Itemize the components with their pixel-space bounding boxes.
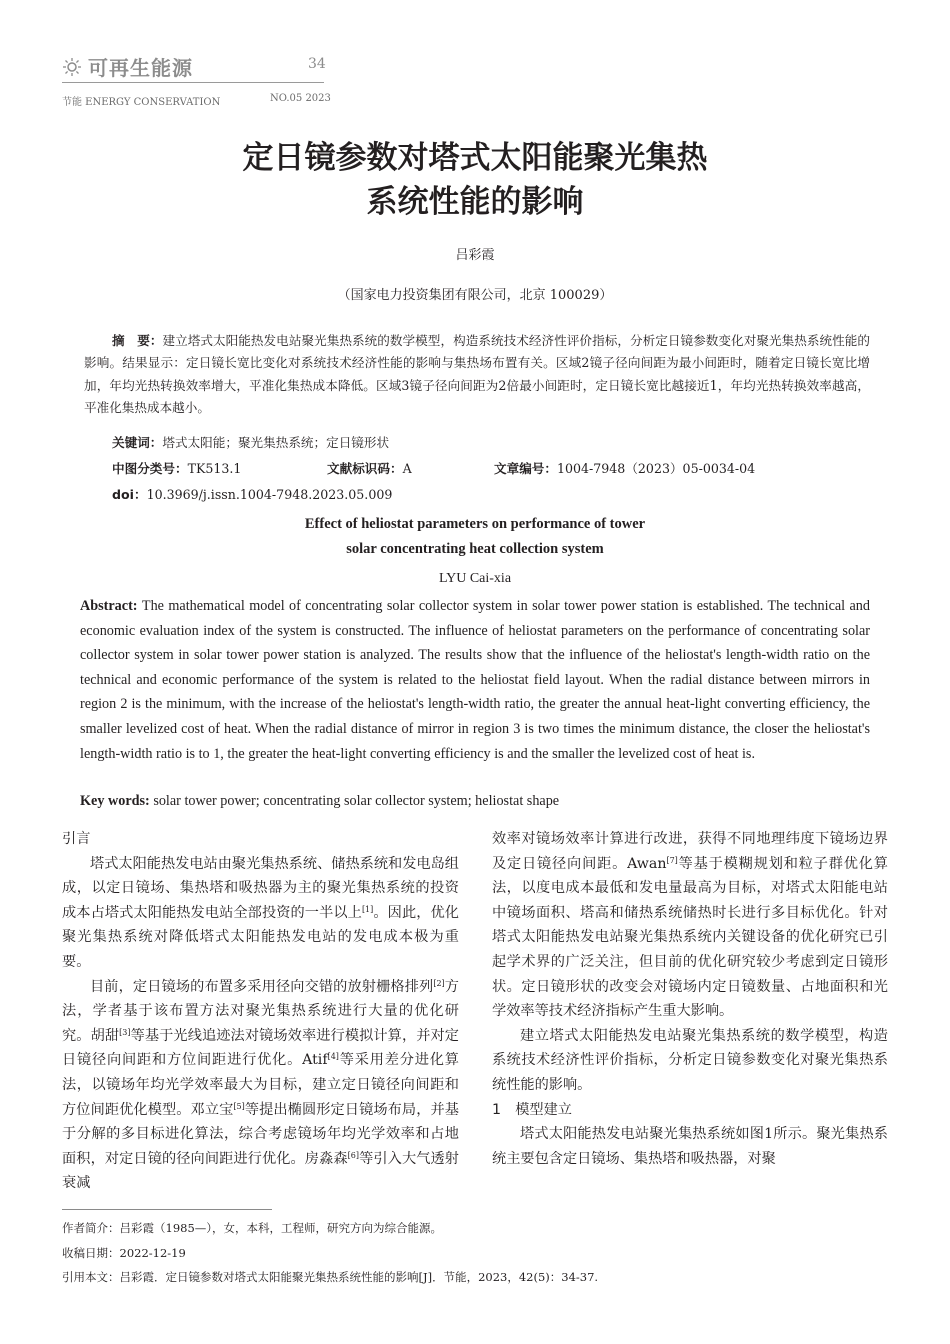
body-left-column xyxy=(62,827,459,1196)
citation-ref[interactable]: [6] xyxy=(347,1150,359,1160)
journal-section-logo xyxy=(62,52,193,81)
english-title-line-1: Effect of heliostat parameters on performance of tower xyxy=(304,516,646,532)
title-line-2: 系统性能的影响 xyxy=(366,184,584,220)
section-name: 可再生能源 xyxy=(88,56,193,80)
doc-code-value: A xyxy=(402,461,412,476)
clc-value: TK513.1 xyxy=(187,461,242,476)
english-author: LYU Cai-xia xyxy=(438,571,512,586)
received-date: 收稿日期：2022-12-19 xyxy=(62,1246,186,1260)
clc-number: 中图分类号：TK513.1 xyxy=(112,461,242,476)
citation-ref[interactable]: [7] xyxy=(666,855,678,865)
abstract-en-label: Abstract xyxy=(80,598,133,614)
header-divider xyxy=(62,82,324,83)
author-name: 吕彩霞 xyxy=(455,248,495,263)
page-number: 34 xyxy=(308,56,326,72)
keywords-en-label: Key words xyxy=(80,793,146,809)
doi: doi：10.3969/j.issn.1004-7948.2023.05.009 xyxy=(112,487,393,502)
clc-label: 中图分类号 xyxy=(112,461,175,476)
keywords-cn-label: 关键词 xyxy=(112,435,150,450)
sun-icon xyxy=(62,57,82,77)
keywords-en-text: solar tower power; concentrating solar collector system; heliostat shape xyxy=(153,793,560,809)
abstract-cn: 摘 要：建立塔式太阳能热发电站聚光集热系统的数学模型，构造系统技术经济性评价指标，分析定日镜参数变化对聚光集热系统性能的影响。结果显示：定日镜长宽比变化对系统技术经济性能的影响与集热场布置有关。区域2镜子径向间距为最小间距时，随着定日镜长宽比增加，年均光热转换效率增大，平准化集热成本降低。区域3镜子径向间距为2倍最小间距时，定日镜长宽比越接近1，年均光热转换效率越高，平准化集热成本越小。 xyxy=(84,330,870,419)
doc-code-label: 文献标识码 xyxy=(327,461,390,476)
keywords-cn-text: 塔式太阳能；聚光集热系统；定日镜形状 xyxy=(162,435,390,450)
doi-value[interactable]: 10.3969/j.issn.1004-7948.2023.05.009 xyxy=(146,487,393,502)
article-title xyxy=(0,136,950,224)
abstract-en: Abstract: The mathematical model of concentrating solar collector system in solar tower power station is established. The technical and economic evaluation index of the system is constructed. The influence of heliostat parameters on the performance of concentrating solar collector system in solar tower power station is analyzed. The results show that the influence of the heliostat's length-width ratio on the technical and economic performance of the system is related to the heliostat field layout. When the radial distance between mirrors in region 2 is the minimum, with the increase of the heliostat's length-width ratio, the greater the annual heat-light converting efficiency, the smaller levelized cost of heat. When the radial distance of mirror in region 3 is two times the minimum distance, the closer the heliostat's length-width ratio is to 1, the greater the heat-light converting efficiency is and the smaller the levelized cost of heat is. xyxy=(80,598,870,762)
citation-info: 引用本文：吕彩霞．定日镜参数对塔式太阳能聚光集热系统性能的影响[J]．节能，2023，42(5)：34-37. xyxy=(62,1270,599,1284)
article-number: 文章编号：1004-7948（2023）05-0034-04 xyxy=(494,461,756,476)
keywords-cn: 关键词：塔式太阳能；聚光集热系统；定日镜形状 xyxy=(112,435,390,450)
journal-name: 节能 ENERGY CONSERVATION xyxy=(62,97,221,108)
keywords-en: Key words: solar tower power; concentrating solar collector system; heliostat shape xyxy=(80,793,560,809)
doi-label: doi xyxy=(112,487,134,502)
affiliation: （国家电力投资集团有限公司，北京 100029） xyxy=(337,288,613,303)
body-paragraph: 塔式太阳能热发电站聚光集热系统如图1所示。聚光集热系统主要包含定日镜场、集热塔和吸热器，对聚 xyxy=(492,1126,888,1167)
citation-ref[interactable]: [3] xyxy=(119,1027,131,1037)
abstract-cn-label: 摘 要 xyxy=(112,333,150,348)
article-no-label: 文章编号 xyxy=(494,461,545,476)
body-paragraph: 效率对镜场效率计算进行改进，获得不同地理纬度下镜场边界及定日镜径向间距。Awan[7]等基于模糊规划和粒子群优化算法，以度电成本最低和发电量最高为目标，对塔式太阳能电站中镜场面积、塔高和储热系统储热时长进行多目标优化。针对塔式太阳能热发电站聚光集热系统内关键设备的优化研究已引起学术界的广泛关注，但目前的优化研究较少考虑到定日镜形状。定日镜形状的改变会对镜场内定日镜数量、占地面积和光学效率等技术经济指标产生重大影响。 xyxy=(492,831,888,1020)
abstract-cn-text: 建立塔式太阳能热发电站聚光集热系统的数学模型，构造系统技术经济性评价指标，分析定日镜参数变化对聚光集热系统性能的影响。结果显示：定日镜长宽比变化对系统技术经济性能的影响与集热场布置有关。区域2镜子径向间距为最小间距时，随着定日镜长宽比增加，年均光热转换效率增大，平准化集热成本降低。区域3镜子径向间距为2倍最小间距时，定日镜长宽比越接近1，年均光热转换效率越高，平准化集热成本越小。 xyxy=(84,333,871,415)
intro-heading: 引言 xyxy=(62,831,91,847)
title-line-1: 定日镜参数对塔式太阳能聚光集热 xyxy=(242,140,708,176)
citation-ref[interactable]: [2] xyxy=(433,978,445,988)
citation-ref[interactable]: [5] xyxy=(233,1101,245,1111)
body-paragraph: 塔式太阳能热发电站由聚光集热系统、储热系统和发电岛组成，以定日镜场、集热塔和吸热器为主的聚光集热系统的投资成本占塔式太阳能热发电站全部投资的一半以上[1]。因此，优化聚光集热系统对降低塔式太阳能热发电站的发电成本极为重要。 xyxy=(62,855,459,970)
body-paragraph: 建立塔式太阳能热发电站聚光集热系统的数学模型，构造系统技术经济性评价指标，分析定日镜参数变化对聚光集热系统性能的影响。 xyxy=(492,1027,888,1093)
issue-number: NO.05 2023 xyxy=(270,93,331,104)
abstract-en-text: The mathematical model of concentrating solar collector system in solar tower power station is established. The technical and economic evaluation index of the system is constructed. The influence of heliostat parameters on the performance of concentrating solar collector system in solar tower power station is analyzed. The results show that the influence of the heliostat's length-width ratio on the technical and economic performance of the system is related to the heliostat field layout. When the radial distance between mirrors in region 2 is the minimum, with the increase of the heliostat's length-width ratio, the greater the annual heat-light converting efficiency, the smaller levelized cost of heat. When the radial distance of mirror in region 3 is two times the minimum distance, the closer the heliostat's length-width ratio is to 1, the greater the heat-light converting efficiency is and the smaller the levelized cost of heat is. xyxy=(80,598,870,762)
citation-ref[interactable]: [1] xyxy=(361,904,374,914)
article-no-value: 1004-7948（2023）05-0034-04 xyxy=(556,461,756,476)
body-paragraph: 目前，定日镜场的布置多采用径向交错的放射栅格排列[2]方法，学者基于该布置方法对聚光集热系统进行大量的优化研究。胡甜[3]等基于光线追迹法对镜场效率进行模拟计算，并对定日镜径向间距和方位间距进行优化。Atif[4]等采用差分进化算法，以镜场年均光学效率最大为目标，建立定日镜径向间距和方位间距优化模型。邓立宝[5]等提出椭圆形定日镜场布局，并基于分解的多目标进化算法，综合考虑镜场年均光学效率和占地面积，对定日镜的径向间距进行优化。房淼森[6]等引入大气透射衰减 xyxy=(62,978,459,1192)
english-title-line-2: solar concentrating heat collection system xyxy=(346,541,604,557)
citation-ref[interactable]: [4] xyxy=(327,1052,339,1062)
author-bio: 作者简介：吕彩霞（1985—），女，本科，工程师，研究方向为综合能源。 xyxy=(62,1221,443,1235)
document-code: 文献标识码：A xyxy=(327,461,412,476)
section-heading: 1 模型建立 xyxy=(492,1101,572,1118)
english-title xyxy=(0,512,950,562)
body-right-column xyxy=(492,827,888,1171)
footnote-divider xyxy=(62,1209,272,1210)
